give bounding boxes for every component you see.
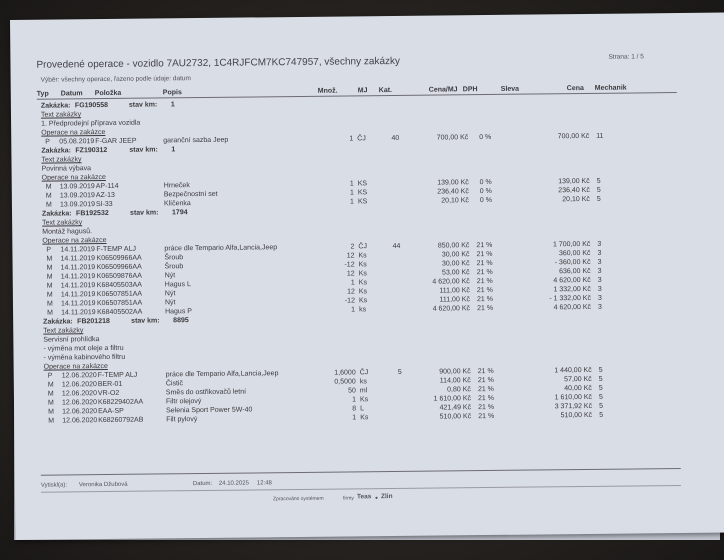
operation-cell-cena: 1 610,00 Kč [554,393,593,402]
operation-cell-datum: 14.11.2019 [60,282,96,290]
logo-icon: ● [374,495,379,502]
operation-cell-mnoz: 1 [349,198,354,206]
km-label: stav km: [128,101,158,109]
operations-label: Operace na zakázce [41,174,106,182]
operation-cell-mj: ČJ [359,369,369,377]
operation-cell-popis: Šroub [164,263,184,271]
operation-cell-datum: 14.11.2019 [60,273,96,281]
operation-cell-cena_mj: 111,00 Kč [439,287,470,295]
column-header: Typ [36,90,49,98]
operation-cell-dph: 21 % [477,376,494,385]
page-number: Strana: 1 / 5 [608,53,644,61]
system-name: Zlin [380,493,393,501]
operation-cell-typ: M [47,399,54,407]
order-text-line: - výměna mot oleje a filtru [43,344,124,353]
operation-cell-mech: 5 [598,384,603,392]
operation-cell-cena_mj: 1 610,00 Kč [433,395,472,403]
operation-cell-mj: Ks [358,297,368,305]
operations-label: Operace na zakázce [43,362,108,371]
operation-cell-popis: Hagus P [165,308,192,316]
operation-cell-kat: 44 [392,242,401,251]
filter-line: Výběr: všechny operace, řazeno podle údaje: datum [40,75,191,84]
operation-cell-mj: Ks [358,288,368,296]
operation-cell-mj: KS [357,198,368,206]
order-text-line: Montáž hagusů. [42,228,93,236]
operation-cell-polozka: K68405502AA [97,308,143,317]
operation-cell-mnoz: -12 [344,297,355,305]
order-label: Zakázka: [41,147,71,155]
operation-cell-datum: 14.11.2019 [61,309,96,317]
operation-cell-cena: - 1 332,00 Kč [549,294,591,303]
operation-cell-dph: 21 % [476,241,493,250]
order-text-line: Servisní prohlídka [43,336,100,344]
operation-cell-datum: 12.06.2020 [61,372,97,380]
operation-cell-mech: 3 [597,258,602,266]
operation-cell-typ: M [46,291,53,299]
operation-cell-cena: 3 371,92 Kč [554,402,593,411]
operation-cell-typ: M [47,381,54,389]
operation-cell-cena_mj: 30,00 Kč [441,251,470,259]
operation-cell-mj: Ks [360,414,369,422]
operation-cell-cena: 1 700,00 Kč [552,240,591,249]
operation-cell-datum: 12.06.2020 [62,417,98,425]
column-header: Cena [566,84,584,93]
operation-cell-polozka: K06509876AA [96,272,142,281]
operation-cell-dph: 21 % [477,394,495,403]
operation-cell-cena: 510,00 Kč [560,411,593,420]
operation-cell-cena_mj: 900,00 Kč [439,368,471,376]
operation-cell-mnoz: 1 [352,414,357,422]
column-header: Cena/MJ [428,86,458,94]
operation-cell-cena_mj: 0,80 Kč [447,386,471,394]
operation-cell-cena: 20,10 Kč [562,195,590,204]
operation-cell-popis: Nýt [164,272,176,280]
column-header: Sleva [500,85,520,93]
operation-cell-popis: Klíčenka [163,200,191,208]
operation-cell-mech: 5 [598,375,603,383]
order-label: Zakázka: [43,318,73,326]
operation-cell-cena: 1 440,00 Kč [554,366,592,375]
operation-cell-dph: 0 % [479,187,492,196]
operation-cell-popis: Šroub [164,254,184,262]
operation-cell-mj: ks [359,306,367,314]
operation-cell-typ: M [46,255,53,263]
operation-cell-mnoz: 50 [348,387,356,395]
column-header: MJ [357,87,368,95]
operation-cell-mnoz: 1 [352,396,357,404]
operation-cell-cena_mj: 139,00 Kč [437,179,469,187]
operation-cell-typ: M [45,183,52,191]
operation-cell-dph: 21 % [478,412,495,421]
operation-cell-mech: 5 [598,366,603,374]
operation-cell-mech: 3 [597,285,602,293]
operation-cell-cena_mj: 53,00 Kč [441,269,470,277]
operation-cell-mnoz: 0,5000 [334,378,356,386]
operation-cell-typ: P [45,138,50,146]
order-text-label: Text zakázky [42,219,83,227]
operation-cell-mj: ks [359,378,367,386]
operation-cell-mech: 5 [596,177,601,185]
firm-name: Teas [356,493,372,501]
operation-cell-datum: 12.06.2020 [61,390,98,398]
operation-cell-polozka: EAA-SP [98,407,124,416]
operation-cell-popis: Nýt [164,290,176,298]
operation-cell-typ: M [47,309,53,317]
column-header: DPH [462,86,478,94]
operation-cell-polozka: AP-114 [95,182,119,191]
operation-cell-popis: Čistič [165,380,183,388]
operation-cell-datum: 14.11.2019 [60,255,96,263]
operation-cell-mnoz: 12 [346,270,355,278]
operation-cell-popis: Selenia Sport Power 5W-40 [166,406,253,415]
operation-cell-dph: 21 % [476,277,493,286]
operation-cell-mj: Ks [358,252,367,260]
operation-cell-dph: 21 % [476,250,493,259]
operation-cell-mech: 11 [596,132,604,140]
km-value: 1794 [171,209,188,217]
operation-cell-mech: 3 [597,249,602,257]
operation-cell-typ: M [47,390,54,398]
operation-cell-popis: Hrneček [163,182,190,190]
km-label: stav km: [129,146,158,154]
order-text-line: 1. Předprodejní příprava vozidla [41,119,141,128]
column-header: Mechanik [594,84,627,92]
operation-cell-cena: 236,40 Kč [558,186,590,195]
operation-cell-mnoz: -12 [344,261,355,269]
operation-cell-cena_mj: 114,00 Kč [439,377,471,385]
order-text-line: - výměna kabinového filtru [43,353,126,362]
operation-cell-polozka: F-GAR JEEP [95,137,137,146]
operation-cell-popis: práce dle Tempario Alfa,Lancia,Jeep [165,370,279,379]
operation-cell-cena: - 360,00 Kč [554,258,591,267]
operation-cell-kat: 5 [397,368,402,376]
operation-cell-mnoz: 8 [352,405,357,413]
operation-cell-polozka: K06507851AA [96,290,143,299]
operation-cell-mech: 3 [597,240,602,248]
operation-cell-dph: 0 % [479,133,492,142]
operation-cell-mj: Ks [359,396,369,404]
operation-cell-mnoz: 12 [347,288,355,296]
operation-cell-cena: 139,00 Kč [558,177,590,186]
operation-cell-mnoz: 1 [349,180,354,188]
operation-cell-cena_mj: 4 620,00 Kč [432,278,470,286]
operation-cell-popis: Nýt [164,299,176,307]
operation-cell-dph: 0 % [479,178,492,187]
operation-cell-cena_mj: 30,00 Kč [441,260,470,268]
operation-cell-polozka: K68229402AA [97,398,144,407]
operation-cell-polozka: K06507851AA [96,299,143,308]
operation-cell-typ: P [47,372,53,380]
order-text-label: Text zakázky [43,327,84,335]
operation-cell-cena_mj: 4 620,00 Kč [432,305,471,313]
operation-cell-cena: 700,00 Kč [557,132,590,141]
operation-cell-popis: garanční sazba Jeep [163,136,229,145]
operation-cell-polozka: K68405503AA [96,281,142,290]
operation-cell-datum: 14.11.2019 [60,300,96,308]
operation-cell-cena_mj: 20,10 Kč [441,197,469,205]
operation-cell-datum: 14.11.2019 [60,246,95,254]
print-time: 12:48 [256,480,272,487]
operation-cell-typ: M [45,192,52,200]
operation-cell-popis: Hagus L [164,281,191,289]
operation-cell-polozka: K68260792AB [98,416,144,425]
operation-cell-polozka: F-TEMP ALJ [97,371,138,380]
operation-cell-cena_mj: 510,00 Kč [439,413,472,421]
operation-cell-cena_mj: 850,00 Kč [437,242,470,250]
operation-cell-polozka: SI-33 [95,200,113,209]
operation-cell-mech: 3 [598,303,602,311]
operation-cell-mnoz: 1 [351,306,356,314]
column-header: Datum [60,90,83,98]
operation-cell-datum: 12.06.2020 [61,399,98,407]
operation-cell-cena_mj: 700,00 Kč [436,134,469,142]
operation-cell-mnoz: 2 [350,243,355,251]
operation-cell-mj: ml [359,387,368,395]
operation-cell-cena: 360,00 Kč [558,249,591,258]
printed-by-label: Vytiskl(a): [40,482,68,489]
operation-cell-cena: 4 620,00 Kč [553,303,592,312]
document-title: Provedené operace - vozidlo 7AU2732, 1C4RJFCM7KC747957, všechny zakázky [36,55,401,71]
operation-cell-mnoz: 12 [346,252,355,260]
footer-rule [41,485,681,493]
operation-cell-dph: 21 % [476,268,493,277]
operation-cell-mj: Ks [358,279,367,287]
processed-by: Zpracováno systémem [273,495,324,503]
operation-cell-polozka: K06509966AA [96,263,142,272]
operations-label: Operace na zakázce [41,129,106,137]
operation-cell-dph: 0 % [479,196,492,205]
printed-by-name: Veronika Džubová [78,481,128,489]
operation-cell-cena: 57,00 Kč [564,375,592,384]
operation-cell-datum: 05.08.2019 [59,138,95,146]
operation-cell-popis: Filtr olejový [165,398,202,406]
operation-cell-dph: 21 % [478,403,495,412]
operation-cell-polozka: F-TEMP ALJ [96,245,136,254]
operation-cell-typ: M [45,201,52,209]
column-header: Množ. [317,87,338,95]
operation-cell-typ: M [46,264,53,272]
column-header: Popis [162,89,182,97]
operation-cell-dph: 21 % [477,304,494,313]
print-date-label: Datum: [192,480,213,488]
operation-cell-cena_mj: 111,00 Kč [439,296,470,304]
operation-cell-cena: 1 332,00 Kč [553,285,591,294]
km-label: stav km: [129,209,159,217]
footer-divider [41,468,681,476]
order-text-line: Povinná výbava [41,165,92,173]
operation-cell-mj: ČJ [358,243,367,251]
operation-cell-polozka: K06509966AA [96,254,142,263]
column-header: Kat. [378,87,393,95]
operation-cell-cena_mj: 236,40 Kč [437,188,469,196]
operation-cell-mnoz: 1,6000 [334,369,356,377]
km-label: stav km: [131,317,160,325]
order-label: Zakázka: [41,210,72,218]
order-label: Zakázka: [40,102,71,110]
operation-cell-typ: M [48,417,55,425]
order-number: FG190558 [74,101,109,110]
operation-cell-dph: 21 % [476,295,493,304]
operation-cell-kat: 40 [391,134,400,143]
operation-cell-dph: 21 % [476,286,493,295]
operation-cell-mj: Ks [358,261,367,269]
operation-cell-mnoz: 1 [349,189,354,197]
operation-cell-datum: 13.09.2019 [59,201,96,209]
operation-cell-mnoz: 1 [350,279,355,287]
operation-cell-popis: práce dle Tempario Alfa,Lancia,Jeep [164,244,278,253]
km-value: 8895 [173,317,189,325]
operation-cell-polozka: BER-01 [97,380,123,389]
operation-cell-datum: 13.09.2019 [59,192,95,200]
order-text-label: Text zakázky [41,156,82,164]
operation-cell-typ: M [46,282,53,290]
operation-cell-mech: 5 [596,195,601,203]
km-value: 1 [170,101,175,109]
operation-cell-datum: 13.09.2019 [59,183,95,191]
operation-cell-datum: 14.11.2019 [60,264,96,272]
operation-cell-datum: 12.06.2020 [61,381,97,389]
operation-cell-datum: 14.11.2019 [60,291,96,299]
document-page [10,13,724,540]
order-number: FB201218 [77,317,110,326]
operation-cell-mech: 3 [597,276,602,284]
operation-cell-mech: 5 [599,402,604,410]
operation-cell-typ: M [46,273,53,281]
operation-cell-typ: M [46,300,53,308]
operations-label: Operace na zakázce [42,237,107,245]
operation-cell-typ: M [48,408,54,416]
operation-cell-dph: 21 % [477,367,494,376]
operation-cell-mj: L [360,405,365,413]
operation-cell-mech: 5 [598,393,603,401]
operation-cell-popis: Směs do ostřikovačů letní [165,388,247,397]
operation-cell-mech: 3 [597,267,602,275]
operation-cell-polozka: AZ-13 [95,191,115,200]
operation-cell-popis: Bezpečnostní set [163,190,218,199]
operation-cell-cena_mj: 421,49 Kč [439,404,472,412]
firm-label: firmy [342,495,354,502]
operation-cell-dph: 21 % [477,385,494,394]
operation-cell-cena: 4 620,00 Kč [553,276,591,285]
operation-cell-mech: 3 [597,294,602,302]
operation-cell-cena: 40,00 Kč [564,384,592,393]
column-header: Položka [94,89,122,98]
operation-cell-mnoz: 1 [349,135,354,143]
print-date: 24.10.2025 [218,480,249,487]
operation-cell-mj: KS [357,189,368,197]
order-text-label: Text zakázky [40,111,82,119]
operation-cell-mech: 5 [596,186,601,194]
order-number: FZ190312 [75,146,108,155]
operation-cell-dph: 21 % [476,259,493,268]
operation-cell-mj: ČJ [357,135,366,143]
operation-cell-datum: 12.06.2020 [62,408,98,416]
order-number: FB192532 [75,209,109,218]
operation-cell-cena: 636,00 Kč [559,267,591,276]
km-value: 1 [171,146,176,154]
operation-cell-popis: Filt pylový [166,416,198,424]
operation-cell-mj: Ks [358,270,367,278]
operation-cell-mech: 5 [599,411,604,419]
operation-cell-typ: P [46,246,52,254]
operation-cell-mj: KS [357,180,368,188]
document-sheet [10,13,724,540]
operation-cell-polozka: VR-O2 [97,389,120,398]
